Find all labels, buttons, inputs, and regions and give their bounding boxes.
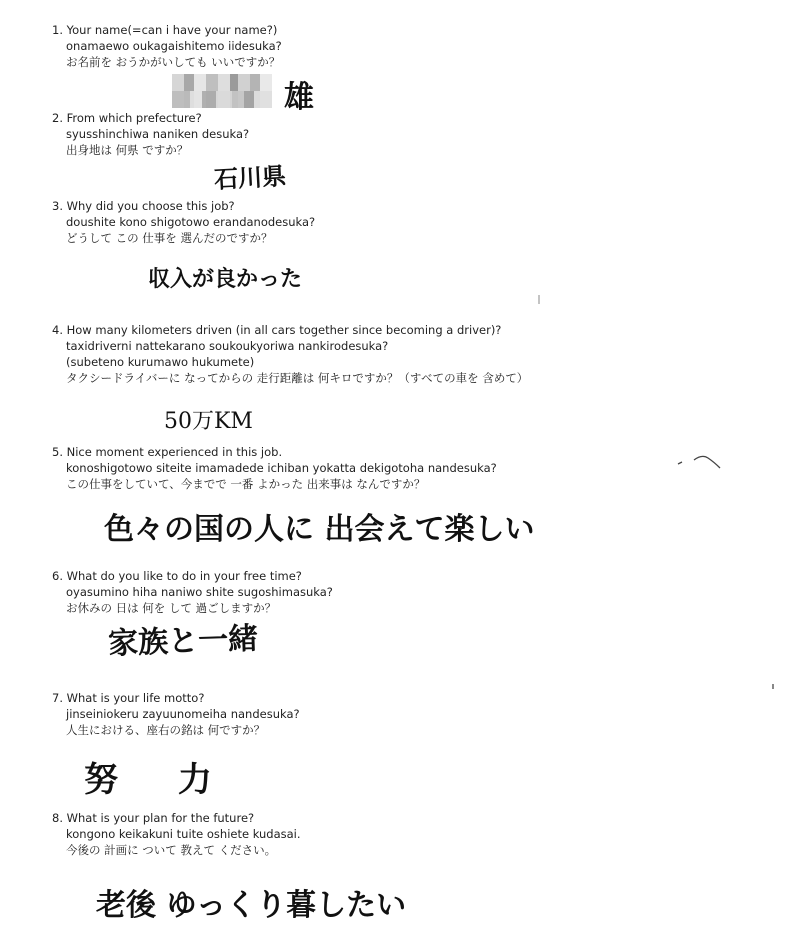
- question-1: [52, 22, 772, 70]
- question-8-japanese: 今後の 計画に ついて 教えて ください。: [66, 843, 277, 857]
- question-2-romaji: syusshinchiwa naniken desuka?: [66, 127, 250, 141]
- question-2-japanese: 出身地は 何県 ですか？: [66, 143, 189, 157]
- answer-7: 努 力: [84, 760, 236, 800]
- question-7-japanese: 人生における、座右の銘は 何ですか？: [66, 723, 266, 737]
- question-6-romaji: oyasumino hiha naniwo shite sugoshimasuka?: [66, 585, 333, 599]
- question-6-english: 6. What do you like to do in your free time?: [52, 569, 302, 583]
- question-4-romaji-2: (subeteno kurumawo hukumete): [66, 355, 255, 369]
- question-5: [52, 444, 772, 492]
- question-1-japanese: お名前を おうかがいしても いいですか？: [66, 55, 281, 69]
- question-4-japanese: タクシードライバーに なってからの 走行距離は 何キロですか？（すべての車を 含めて）: [66, 371, 529, 385]
- question-8: [52, 810, 772, 858]
- question-7-romaji: jinseiniokeru zayuunomeiha nandesuka?: [66, 707, 300, 721]
- question-7-english: 7. What is your life motto?: [52, 691, 205, 705]
- question-6-japanese: お休みの 日は 何を して 過ごしますか？: [66, 601, 277, 615]
- answer-5: 色々の国の人に 出会えて楽しい: [104, 512, 535, 547]
- question-3-romaji: doushite kono shigotowo erandanodesuka?: [66, 215, 316, 229]
- question-2-english: 2. From which prefecture?: [52, 111, 202, 125]
- scan-mark-squiggle: [676, 452, 724, 472]
- scan-mark-dot: [770, 682, 776, 692]
- question-1-romaji: onamaewo oukagaishitemo iidesuka?: [66, 39, 282, 53]
- question-3-english: 3. Why did you choose this job?: [52, 199, 235, 213]
- answer-6: 家族と一緒: [107, 621, 259, 662]
- answer-1: 雄: [284, 80, 314, 115]
- question-5-romaji: konoshigotowo siteite imamadede ichiban yokatta dekigotoha nandesuka?: [66, 461, 497, 475]
- question-8-english: 8. What is your plan for the future?: [52, 811, 255, 825]
- question-5-english: 5. Nice moment experienced in this job.: [52, 445, 283, 459]
- question-8-romaji: kongono keikakuni tuite oshiete kudasai.: [66, 827, 301, 841]
- question-1-english: 1. Your name(=can i have your name?): [52, 23, 278, 37]
- question-5-japanese: この仕事をしていて、今までで 一番 よかった 出来事は なんですか？: [66, 477, 426, 491]
- question-4-english: 4. How many kilometers driven (in all cars together since becoming a driver)?: [52, 323, 502, 337]
- question-4-romaji: taxidriverni nattekarano soukoukyoriwa nankirodesuka?: [66, 339, 389, 353]
- question-7: [52, 690, 772, 738]
- answer-4: 50万KM: [164, 409, 253, 434]
- question-3-japanese: どうして この 仕事を 選んだのですか？: [66, 231, 273, 245]
- answer-2: 石川県: [213, 161, 287, 194]
- redacted-name-blur: [172, 74, 272, 108]
- question-3: [52, 198, 772, 246]
- question-4: [52, 322, 772, 386]
- answer-3: 収入が良かった: [148, 266, 303, 292]
- scan-mark-tick: [536, 294, 542, 306]
- question-6: [52, 568, 772, 616]
- answer-8: 老後 ゆっくり暮したい: [96, 888, 407, 923]
- question-2: [52, 110, 772, 158]
